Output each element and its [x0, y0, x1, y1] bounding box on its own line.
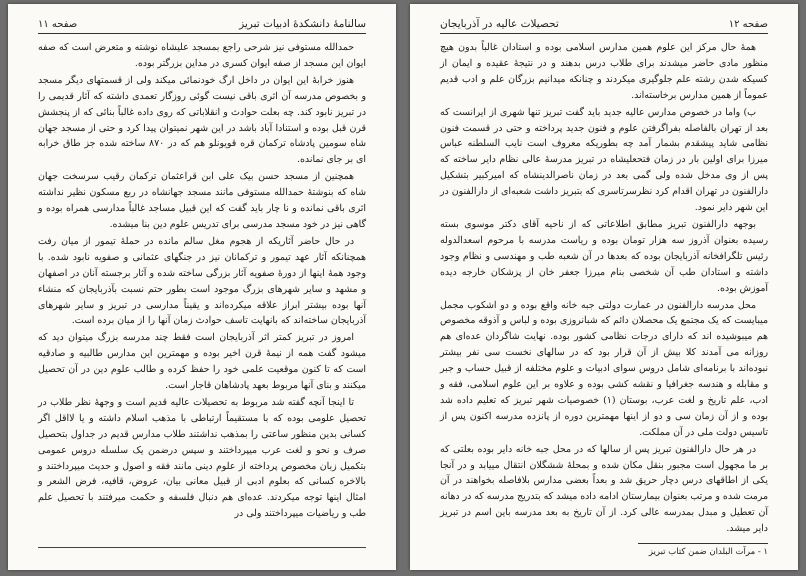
right-running-head — [440, 18, 768, 34]
right-body-text — [440, 40, 768, 537]
left-header-title: سالنامهٔ دانشکدهٔ ادبیات تبریز — [239, 18, 366, 30]
right-paragraph: محل مدرسه دارالفنون در عمارت دولتی جبه خانه واقع بوده و دو اشکوب مجمل میبایست که یک مجتمع یک محصلان دائم که شبانروزی بوده و لباس و آذوقه مخصوص هم میبوشیده اند که دارای درجات نظامی کشور بوده. نهایت شاگردان عده‌ای هم روزانه می آمدند کلا بیش از آن قرار بود که در سالهای نخست سی نفر بیشتر نبوده‌اند با برنامه‌ای شامل دروس سوای ادبیات و علوم مختلفه از قبیل حساب و جبر و مقابله و هندسه جغرافیا و نقشه کشی بوده و علاوه بر این علوم اسلامی، فقه و ادب، علم تاریخ و لغت عرب، بوستان (۱) خصوصیات شهر تبریز که تعلیم داده شد بوده و از آن زمان سی و دو از اینها مهمترین دوره از پانزده مدرسه اکنون پس از تاسیس دولت ملی در آن مملکت. — [440, 299, 768, 438]
left-paragraph: حمدالله مستوفی نیز شرحی راجع بمسجد علیشاه نوشته و متعرض است که صفه ایوان این مسجد از صفه ایوان کسری در مداین بزرگتر بوده. — [38, 42, 366, 69]
left-body-text — [38, 40, 366, 522]
left-page — [8, 4, 396, 570]
right-page-number: صفحه ۱۲ — [728, 19, 768, 30]
left-paragraph: در حال حاضر آثاریکه از هجوم مغل سالم مانده در حملهٔ تیمور از میان رفت همچنانکه آثار عهد تیمور و ترکمانان نیز در جنگهای عثمانی و صفویه نابود شده. با وجود همهٔ اینها از دورهٔ صفویه آثار بزرگی ساخته شده و آثار برجسته آنان در اصفهان و مشهد و سایر شهرهای بزرگ موجود است بطور حتم نسبت بآذربایجان که منشاء آنها بوده بیشتر ابراز علاقه میکرده‌اند و یقیناً مدارسی در تبریز و سایر شهرهای آذربایجان ساخته‌اند که بانهایت تاسف حوادث زمان آنها را از میان برده است. — [38, 235, 366, 327]
left-paragraph: تا اینجا آنچه گفته شد مربوط به تحصیلات عالیه قدیم است و وجههٔ نظر طلاب در تحصیل علومی بوده که با مستقیماً ارتباطی با مذهب اسلام داشته و یا لااقل اگر کسانی بدین منظور ساعتی را بمذهب نداشتند طلاب مدارس قدیم در جداول بتحصیل صرف و نحو و لغت عرب میپرداختند و سپس درضمن یک سلسله دروس عمومی بتکمیل زبان مخصوص پرداخته از علوم دینی مانند فقه و اصول و حدیث میپرداختند و بالاخره کسانی که بعلوم ادبی از قبیل معانی بیان، عروض، قافیه، فرض الشعر و امثال اینها توجه میکردند. عده‌ای هم دنبال فلسفه و حکمت میرفتند با تحصیل علم طب و ریاضیات میپرداختند ولی در — [38, 396, 366, 520]
footnote: ۱ - مرآت البلدان ضمن کتاب تبریز — [648, 547, 768, 558]
left-bottom-rule — [38, 547, 366, 548]
right-paragraph: بوجهه دارالفنون تبریز مطابق اطلاعاتی که از ناحیه آقای دکتر موسوی بسته رسیده بعنوان آذروز سه هزار تومان بوده و ریاست مدرسه با مرحوم اسعدالدوله رئیس تلگرافخانه آذربایجان بوده که بعدها در آن شعبه طب و مهندسی و نظام وجود داشته و استادان طب آن شخصی بنام میرزا جعفر خان از پزشکان خارجه دیده آموزش بوده. — [440, 218, 768, 294]
left-paragraph: همچنین از مسجد حسن بیک علی ابن قراعثمان ترکمان رقیب سرسخت جهان شاه که بنوشتهٔ حمدالله مستوفی مانند مسجد جهانشاه در ربع مسکون نظیر نداشته اثری باقی نمانده و نا چار باید گفت که این قبیل مساجد غالباً مدارسی همراه بوده و گاهی نیز در خود مسجد مدرسی برای تدریس علوم دین بنا میشده. — [38, 171, 366, 230]
right-paragraph: ب) واما در خصوص مدارس عالیه جدید باید گفت تبریز تنها شهری از ایرانست که بعد از تهران بالفاصله بفراگرفتن علوم و فنون جدید پرداخته و حتی در قسمت فنون نظامی شاید پیشقدم بشمار آمد چه بطوریکه معروف است نایب السلطنه عباس میرزا برای اولین بار در زمان فتحعلیشاه در تبریز مدرسهٔ عالی نظام دایر ساخته که پس از وی مدخل شده ولی گمی بعد در زمان ناصرالدینشاه که امیرکبیر بتشکیل دارالفنون در تهران اقدام کرد نظرسرتاسری که بتبریز داشت شعبه‌ای از دارالفنون در این شهر دایر نمود. — [440, 106, 768, 214]
left-running-head — [38, 18, 366, 34]
right-page — [410, 4, 798, 570]
right-header-title: تحصیلات عالیه در آذربایجان — [440, 18, 559, 30]
left-paragraph: هنوز خرابهٔ این ایوان در داخل ارگ خودنمائی میکند ولی از قسمتهای دیگر مسجد و بخصوص مدرسه آن اثری باقی نیست گوئی روزگار تعمدی داشته که آثار قدیمی را در تبریز نابود کند. چه بعلت حوادث و انقلاباتی که روی داده غالباً بنائی که از پنجشش قرن قبل بوده و استنادا آباد باشد در این شهر نمیتوان پیدا کرد و حتی از مسجد جهان شاه سومین پادشاه ترکمان قره قویونلو هم که در ۸۷۰ ساخته شده جز طاق خرابه ای بر جای نمانده. — [38, 74, 367, 166]
left-page-number: صفحه ۱۱ — [38, 19, 78, 30]
left-paragraph: امروز در تبریز کمتر اثر آذربایجان است فقط چند مدرسه بزرگ میتوان دید که میشود گفت همه از نیمهٔ قرن اخیر بوده و مهمترین این مدارس طالبیه و صادقیه است که تا کنون موقعیت علمی خود را حفظ کرده و طالب علوم دین در آن تحصیل میکنند و بنای آنها مربوط بعهد پادشاهان قاجار است. — [38, 332, 366, 392]
right-paragraph: در هر حال دارالفنون تبریز پس از سالها که در محل جبه خانه دایر بوده بعلتی که بر ما مجهول است مجبور بنقل مکان شده و بمحلهٔ ششگلان انتقال مییابد و در آنجا یکی از اطاقهای درس دچار حریق شد و بعداً بعضی مدارس بلافاصله بخواهند در آن مرمت شده و مرتب بعنوان بیمارستان ادامه داده میشد که بتدریج مدرسه که در دهانه آن تعطیل و مبدل بمدرسه عالی کرد. از آن تاریخ به بعد مدرسه باین اسم در تبریز دایر میشد. — [440, 443, 768, 535]
right-paragraph: همهٔ حال مرکز این علوم همین مدارس اسلامی بوده و استادان غالباً بدون هیچ منظور مادی حاضر میشدند برای طلاب درس بدهند و در نتیجهٔ عقیده و ایمان از کسیکه شدن رشته علم جلوگیری میکردند و چنانکه میدانیم بزرگان علم و ادب قدیم عموماً از همین مدارس برخاسته‌اند. — [440, 42, 768, 101]
footnote-rule — [638, 543, 768, 544]
